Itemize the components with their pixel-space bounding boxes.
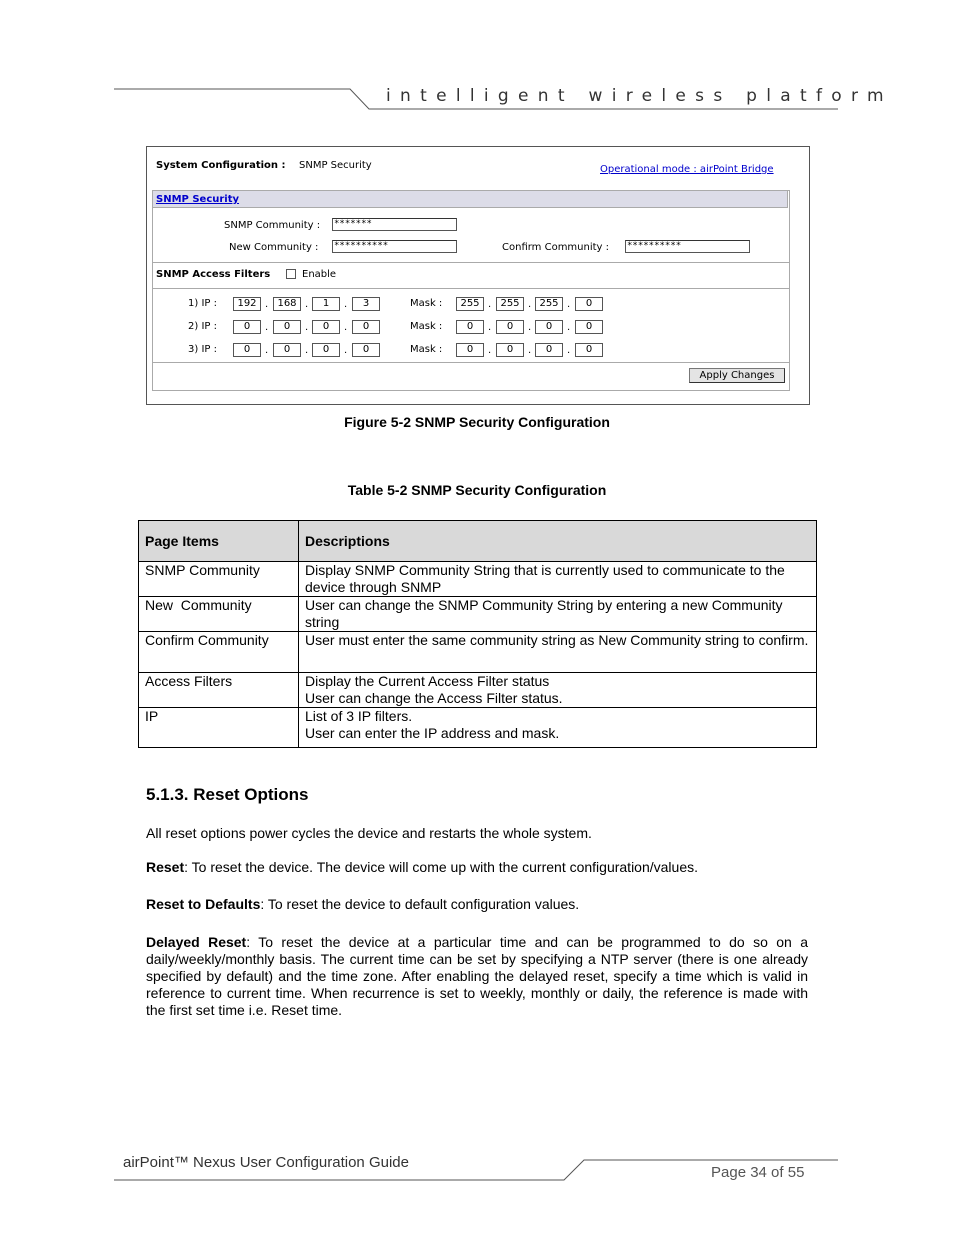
dot-separator: . bbox=[488, 299, 492, 310]
reset-description: : To reset the device. The device will come up with the current configuration/values. bbox=[184, 859, 699, 875]
description-line: User must enter the same community string as New Community string to confirm. bbox=[305, 632, 809, 648]
dot-separator: . bbox=[567, 345, 571, 356]
dot-separator: . bbox=[305, 345, 309, 356]
table-row bbox=[139, 708, 817, 748]
intro-paragraph: All reset options power cycles the device and restarts the whole system. bbox=[146, 825, 592, 841]
enable-label: Enable bbox=[302, 269, 337, 280]
table-row bbox=[139, 562, 817, 597]
divider bbox=[152, 288, 790, 289]
dot-separator: . bbox=[528, 322, 532, 333]
header-tagline: intelligent wireless platform bbox=[386, 86, 893, 106]
column-header: Page Items bbox=[139, 521, 299, 562]
item-cell: New Community bbox=[139, 597, 299, 632]
table-caption: Table 5-2 SNMP Security Configuration bbox=[347, 482, 607, 498]
confirm-community-label: Confirm Community : bbox=[502, 242, 610, 253]
filter-2-mask-octet-1[interactable]: 0 bbox=[456, 320, 484, 334]
item-cell: SNMP Community bbox=[139, 562, 299, 597]
table-row bbox=[139, 597, 817, 632]
reset-term: Reset bbox=[146, 859, 185, 875]
filter-1-mask-octet-1[interactable]: 255 bbox=[456, 297, 484, 311]
footer-guide-title: airPoint™ Nexus User Configuration Guide bbox=[123, 1154, 409, 1171]
filter-2-mask-octet-2[interactable]: 0 bbox=[496, 320, 524, 334]
snmp-security-link[interactable]: SNMP Security bbox=[156, 194, 240, 205]
config-title: System Configuration : bbox=[156, 160, 286, 171]
description-cell bbox=[299, 597, 817, 632]
description-line: List of 3 IP filters. bbox=[305, 708, 413, 724]
filter-2-ip-octet-4[interactable]: 0 bbox=[352, 320, 380, 334]
description-line: User can change the SNMP Community String by entering a new Community string bbox=[305, 597, 783, 630]
filter-1-ip-octet-3[interactable]: 1 bbox=[312, 297, 340, 311]
defaults-term: Reset to Defaults bbox=[146, 896, 261, 912]
filter-1-ip-octet-1[interactable]: 192 bbox=[233, 297, 261, 311]
enable-checkbox[interactable] bbox=[286, 269, 296, 279]
dot-separator: . bbox=[344, 322, 348, 333]
filter-3-ip-octet-3[interactable]: 0 bbox=[312, 343, 340, 357]
table-row bbox=[139, 673, 817, 708]
description-line: User can enter the IP address and mask. bbox=[305, 725, 560, 741]
filter-2-label: 2) IP : bbox=[188, 321, 217, 332]
snmp-community-field[interactable]: ******* bbox=[332, 218, 457, 231]
description-line: Display SNMP Community String that is currently used to communicate to the device through SNMP bbox=[305, 562, 785, 595]
description-cell bbox=[299, 708, 817, 748]
access-filters-label: SNMP Access Filters bbox=[156, 269, 271, 280]
item-cell: Access Filters bbox=[139, 673, 299, 708]
config-subtitle: SNMP Security bbox=[299, 160, 372, 171]
filter-1-label: 1) IP : bbox=[188, 298, 217, 309]
filter-3-mask-octet-2[interactable]: 0 bbox=[496, 343, 524, 357]
filter-2-mask-octet-3[interactable]: 0 bbox=[535, 320, 563, 334]
divider bbox=[152, 362, 790, 363]
filter-2-ip-octet-2[interactable]: 0 bbox=[273, 320, 301, 334]
apply-changes-button[interactable]: Apply Changes bbox=[689, 368, 785, 383]
divider bbox=[152, 262, 790, 263]
filter-1-mask-octet-4[interactable]: 0 bbox=[575, 297, 603, 311]
operational-mode-link[interactable]: Operational mode : airPoint Bridge bbox=[600, 164, 774, 175]
snmp-items-table bbox=[138, 520, 817, 748]
dot-separator: . bbox=[488, 322, 492, 333]
filter-1-mask-octet-2[interactable]: 255 bbox=[496, 297, 524, 311]
table-header-row bbox=[139, 521, 817, 562]
description-cell bbox=[299, 562, 817, 597]
page-number: Page 34 of 55 bbox=[711, 1164, 805, 1181]
dot-separator: . bbox=[265, 345, 269, 356]
description-line: Display the Current Access Filter status bbox=[305, 673, 550, 689]
delayed-description: : To reset the device at a particular time and can be programmed to do so on a daily/weekly/monthly basis. The current time can be set by specifying a NTP server (there is one already specified by default) and the time zone. After enabling the delayed reset, specify a time which is valid in reference to current time. When recurrence is set to weekly, monthly or daily, the reference is made with the first set time i.e. Reset time. bbox=[146, 934, 808, 1018]
description-line: User can change the Access Filter status. bbox=[305, 690, 563, 706]
new-community-field[interactable]: ********** bbox=[332, 240, 457, 253]
delayed-term: Delayed Reset bbox=[146, 934, 247, 950]
filter-3-label: 3) IP : bbox=[188, 344, 217, 355]
filter-3-ip-octet-2[interactable]: 0 bbox=[273, 343, 301, 357]
dot-separator: . bbox=[528, 299, 532, 310]
figure-caption: Figure 5-2 SNMP Security Configuration bbox=[344, 414, 610, 430]
filter-1-mask-octet-3[interactable]: 255 bbox=[535, 297, 563, 311]
filter-1-ip-octet-4[interactable]: 3 bbox=[352, 297, 380, 311]
description-cell bbox=[299, 673, 817, 708]
dot-separator: . bbox=[567, 299, 571, 310]
item-cell: IP bbox=[139, 708, 299, 748]
column-header: Descriptions bbox=[299, 521, 817, 562]
snmp-security-screenshot bbox=[146, 146, 810, 405]
filter-3-ip-octet-1[interactable]: 0 bbox=[233, 343, 261, 357]
confirm-community-field[interactable]: ********** bbox=[625, 240, 750, 253]
defaults-paragraph bbox=[146, 896, 808, 913]
section-heading: 5.1.3. Reset Options bbox=[146, 785, 309, 804]
dot-separator: . bbox=[265, 322, 269, 333]
dot-separator: . bbox=[528, 345, 532, 356]
filter-2-mask-octet-4[interactable]: 0 bbox=[575, 320, 603, 334]
mask-label: Mask : bbox=[410, 321, 443, 332]
snmp-community-label: SNMP Community : bbox=[224, 220, 321, 231]
filter-2-ip-octet-1[interactable]: 0 bbox=[233, 320, 261, 334]
filter-3-ip-octet-4[interactable]: 0 bbox=[352, 343, 380, 357]
delayed-paragraph bbox=[146, 934, 808, 1019]
dot-separator: . bbox=[488, 345, 492, 356]
description-cell bbox=[299, 632, 817, 673]
filter-3-mask-octet-4[interactable]: 0 bbox=[575, 343, 603, 357]
filter-2-ip-octet-3[interactable]: 0 bbox=[312, 320, 340, 334]
dot-separator: . bbox=[305, 322, 309, 333]
dot-separator: . bbox=[567, 322, 571, 333]
item-cell: Confirm Community bbox=[139, 632, 299, 673]
reset-paragraph bbox=[146, 859, 808, 876]
defaults-description: : To reset the device to default configuration values. bbox=[260, 896, 580, 912]
filter-1-ip-octet-2[interactable]: 168 bbox=[273, 297, 301, 311]
dot-separator: . bbox=[344, 345, 348, 356]
new-community-label: New Community : bbox=[229, 242, 319, 253]
mask-label: Mask : bbox=[410, 298, 443, 309]
table-row bbox=[139, 632, 817, 673]
filter-3-mask-octet-3[interactable]: 0 bbox=[535, 343, 563, 357]
filter-3-mask-octet-1[interactable]: 0 bbox=[456, 343, 484, 357]
section-bar bbox=[152, 190, 788, 208]
dot-separator: . bbox=[344, 299, 348, 310]
dot-separator: . bbox=[305, 299, 309, 310]
mask-label: Mask : bbox=[410, 344, 443, 355]
dot-separator: . bbox=[265, 299, 269, 310]
